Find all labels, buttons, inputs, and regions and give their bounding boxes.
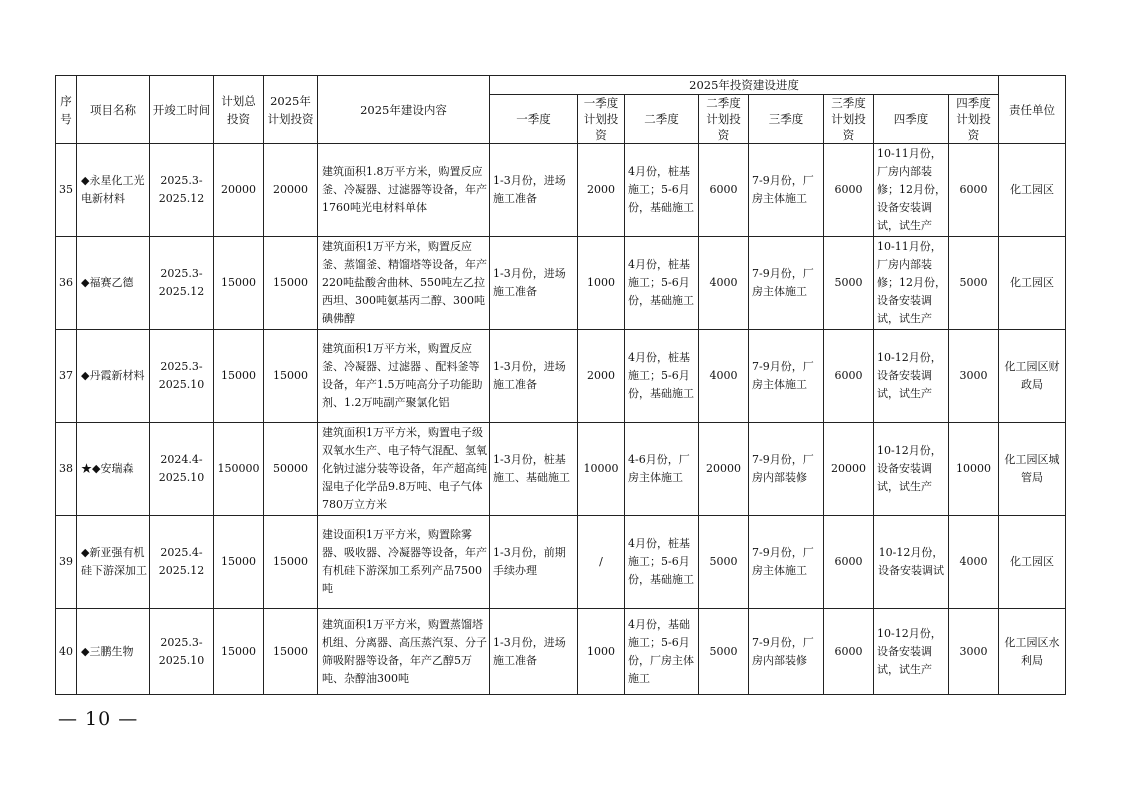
table-row — [56, 423, 1066, 516]
cell-content: 建筑面积1万平方米，购置反应釜、冷凝器、过滤器 、配料釜等设备，年产1.5万吨高分子功能助剂、1.2万吨副产聚氯化铝 — [318, 330, 490, 423]
cell-q4: 10-12月份，设备安装调试，试生产 — [874, 330, 949, 423]
cell-project-name: ◆永星化工光电新材料 — [77, 144, 150, 237]
cell-total: 20000 — [214, 144, 264, 237]
header-2025-planned-investment: 2025年计划投资 — [264, 76, 318, 144]
cell-q1-plan: 1000 — [578, 237, 625, 330]
cell-q3: 7-9月份，厂房内部装修 — [749, 423, 824, 516]
header-q1: 一季度 — [490, 95, 578, 144]
header-q2: 二季度 — [625, 95, 699, 144]
cell-q3-plan: 6000 — [824, 330, 874, 423]
header-project-name: 项目名称 — [77, 76, 150, 144]
page-number: — 10 — — [58, 708, 139, 730]
cell-q1: 1-3月份，进场施工准备 — [490, 609, 578, 695]
header-total-investment: 计划总投资 — [214, 76, 264, 144]
cell-project-name: ★◆安瑞森 — [77, 423, 150, 516]
cell-seq: 39 — [56, 516, 77, 609]
cell-total: 15000 — [214, 330, 264, 423]
cell-q2: 4月份，桩基施工；5-6月份，基础施工 — [625, 516, 699, 609]
cell-q3-plan: 6000 — [824, 516, 874, 609]
cell-q2-plan: 6000 — [699, 144, 749, 237]
cell-q3-plan: 5000 — [824, 237, 874, 330]
cell-q2-plan: 20000 — [699, 423, 749, 516]
cell-total: 15000 — [214, 237, 264, 330]
cell-q4: 10-12月份，设备安装调试，试生产 — [874, 609, 949, 695]
cell-q1-plan: 10000 — [578, 423, 625, 516]
cell-seq: 38 — [56, 423, 77, 516]
cell-q2: 4月份，桩基施工；5-6月份，基础施工 — [625, 330, 699, 423]
header-q4: 四季度 — [874, 95, 949, 144]
cell-total: 15000 — [214, 609, 264, 695]
cell-project-name: ◆丹霞新材料 — [77, 330, 150, 423]
cell-plan2025: 15000 — [264, 237, 318, 330]
cell-seq: 36 — [56, 237, 77, 330]
cell-q1-plan: 1000 — [578, 609, 625, 695]
cell-q4: 10-12月份，设备安装调试，试生产 — [874, 423, 949, 516]
cell-q4-plan: 10000 — [949, 423, 999, 516]
header-q4-plan: 四季度计划投资 — [949, 95, 999, 144]
header-2025-progress-group: 2025年投资建设进度 — [490, 76, 999, 95]
cell-q3-plan: 6000 — [824, 609, 874, 695]
cell-q3: 7-9月份，厂房主体施工 — [749, 516, 824, 609]
cell-time: 2025.3-2025.10 — [150, 330, 214, 423]
cell-responsible-unit: 化工园区水利局 — [999, 609, 1066, 695]
table-row — [56, 330, 1066, 423]
cell-q1-plan: / — [578, 516, 625, 609]
cell-content: 建筑面积1万平方米，购置蒸馏塔机组、分离器、高压蒸汽泵、分子筛吸附器等设备，年产乙醇5万吨、杂醇油300吨 — [318, 609, 490, 695]
table-row — [56, 237, 1066, 330]
cell-q4-plan: 4000 — [949, 516, 999, 609]
cell-content: 建筑面积1.8万平方米，购置反应釜、冷凝器、过滤器等设备，年产1760吨光电材料单体 — [318, 144, 490, 237]
header-q1-plan: 一季度计划投资 — [578, 95, 625, 144]
cell-time: 2025.3-2025.10 — [150, 609, 214, 695]
cell-q4: 10-11月份，厂房内部装修；12月份，设备安装调试，试生产 — [874, 144, 949, 237]
cell-responsible-unit: 化工园区 — [999, 237, 1066, 330]
cell-plan2025: 15000 — [264, 330, 318, 423]
cell-q2-plan: 5000 — [699, 609, 749, 695]
cell-q4: 10-11月份，厂房内部装修；12月份，设备安装调试，试生产 — [874, 237, 949, 330]
cell-q4-plan: 3000 — [949, 609, 999, 695]
cell-q3: 7-9月份，厂房内部装修 — [749, 609, 824, 695]
header-q3-plan: 三季度计划投资 — [824, 95, 874, 144]
cell-q3-plan: 6000 — [824, 144, 874, 237]
cell-time: 2025.4-2025.12 — [150, 516, 214, 609]
cell-content: 建设面积1万平方米，购置除雾器、吸收器、冷凝器等设备，年产有机硅下游深加工系列产品7500吨 — [318, 516, 490, 609]
table-row — [56, 516, 1066, 609]
header-start-end-time: 开竣工时间 — [150, 76, 214, 144]
cell-q1: 1-3月份，进场施工准备 — [490, 237, 578, 330]
cell-content: 建筑面积1万平方米，购置反应釜、蒸馏釜、精馏塔等设备，年产220吨盐酸舍曲林、550吨左乙拉西坦、300吨氨基丙二醇、300吨碘佛醇 — [318, 237, 490, 330]
cell-project-name: ◆新亚强有机硅下游深加工 — [77, 516, 150, 609]
cell-project-name: ◆福赛乙德 — [77, 237, 150, 330]
header-seq: 序号 — [56, 76, 77, 144]
cell-responsible-unit: 化工园区 — [999, 516, 1066, 609]
cell-q4-plan: 3000 — [949, 330, 999, 423]
cell-total: 150000 — [214, 423, 264, 516]
cell-plan2025: 15000 — [264, 516, 318, 609]
cell-q1: 1-3月份，桩基施工、基础施工 — [490, 423, 578, 516]
cell-project-name: ◆三鹏生物 — [77, 609, 150, 695]
cell-time: 2024.4-2025.10 — [150, 423, 214, 516]
cell-q4-plan: 5000 — [949, 237, 999, 330]
header-2025-construction-content: 2025年建设内容 — [318, 76, 490, 144]
cell-q1-plan: 2000 — [578, 330, 625, 423]
cell-q2: 4月份，桩基施工；5-6月份，基础施工 — [625, 237, 699, 330]
cell-q1: 1-3月份，前期手续办理 — [490, 516, 578, 609]
cell-q2-plan: 4000 — [699, 330, 749, 423]
cell-plan2025: 20000 — [264, 144, 318, 237]
cell-q3: 7-9月份，厂房主体施工 — [749, 144, 824, 237]
cell-seq: 40 — [56, 609, 77, 695]
cell-total: 15000 — [214, 516, 264, 609]
cell-q3: 7-9月份，厂房主体施工 — [749, 330, 824, 423]
cell-q3-plan: 20000 — [824, 423, 874, 516]
cell-plan2025: 15000 — [264, 609, 318, 695]
cell-seq: 35 — [56, 144, 77, 237]
header-q2-plan: 二季度计划投资 — [699, 95, 749, 144]
cell-q3: 7-9月份，厂房主体施工 — [749, 237, 824, 330]
cell-responsible-unit: 化工园区财政局 — [999, 330, 1066, 423]
cell-seq: 37 — [56, 330, 77, 423]
cell-time: 2025.3-2025.12 — [150, 144, 214, 237]
cell-q2-plan: 5000 — [699, 516, 749, 609]
cell-q1: 1-3月份，进场施工准备 — [490, 144, 578, 237]
cell-time: 2025.3-2025.12 — [150, 237, 214, 330]
header-q3: 三季度 — [749, 95, 824, 144]
cell-q1: 1-3月份，进场施工准备 — [490, 330, 578, 423]
cell-q4: 10-12月份，设备安装调试 — [874, 516, 949, 609]
cell-q4-plan: 6000 — [949, 144, 999, 237]
cell-q2: 4-6月份，厂房主体施工 — [625, 423, 699, 516]
cell-responsible-unit: 化工园区城管局 — [999, 423, 1066, 516]
cell-content: 建筑面积1万平方米，购置电子级双氧水生产、电子特气混配、氢氧化钠过滤分装等设备，年产超高纯湿电子化学品9.8万吨、电子气体780万立方米 — [318, 423, 490, 516]
cell-responsible-unit: 化工园区 — [999, 144, 1066, 237]
cell-q1-plan: 2000 — [578, 144, 625, 237]
table-row — [56, 609, 1066, 695]
cell-q2: 4月份，桩基施工；5-6月份，基础施工 — [625, 144, 699, 237]
cell-q2-plan: 4000 — [699, 237, 749, 330]
cell-plan2025: 50000 — [264, 423, 318, 516]
cell-q2: 4月份，基础施工；5-6月份，厂房主体施工 — [625, 609, 699, 695]
header-responsible-unit: 责任单位 — [999, 76, 1066, 144]
investment-schedule-table — [55, 75, 1066, 695]
table-row — [56, 144, 1066, 237]
